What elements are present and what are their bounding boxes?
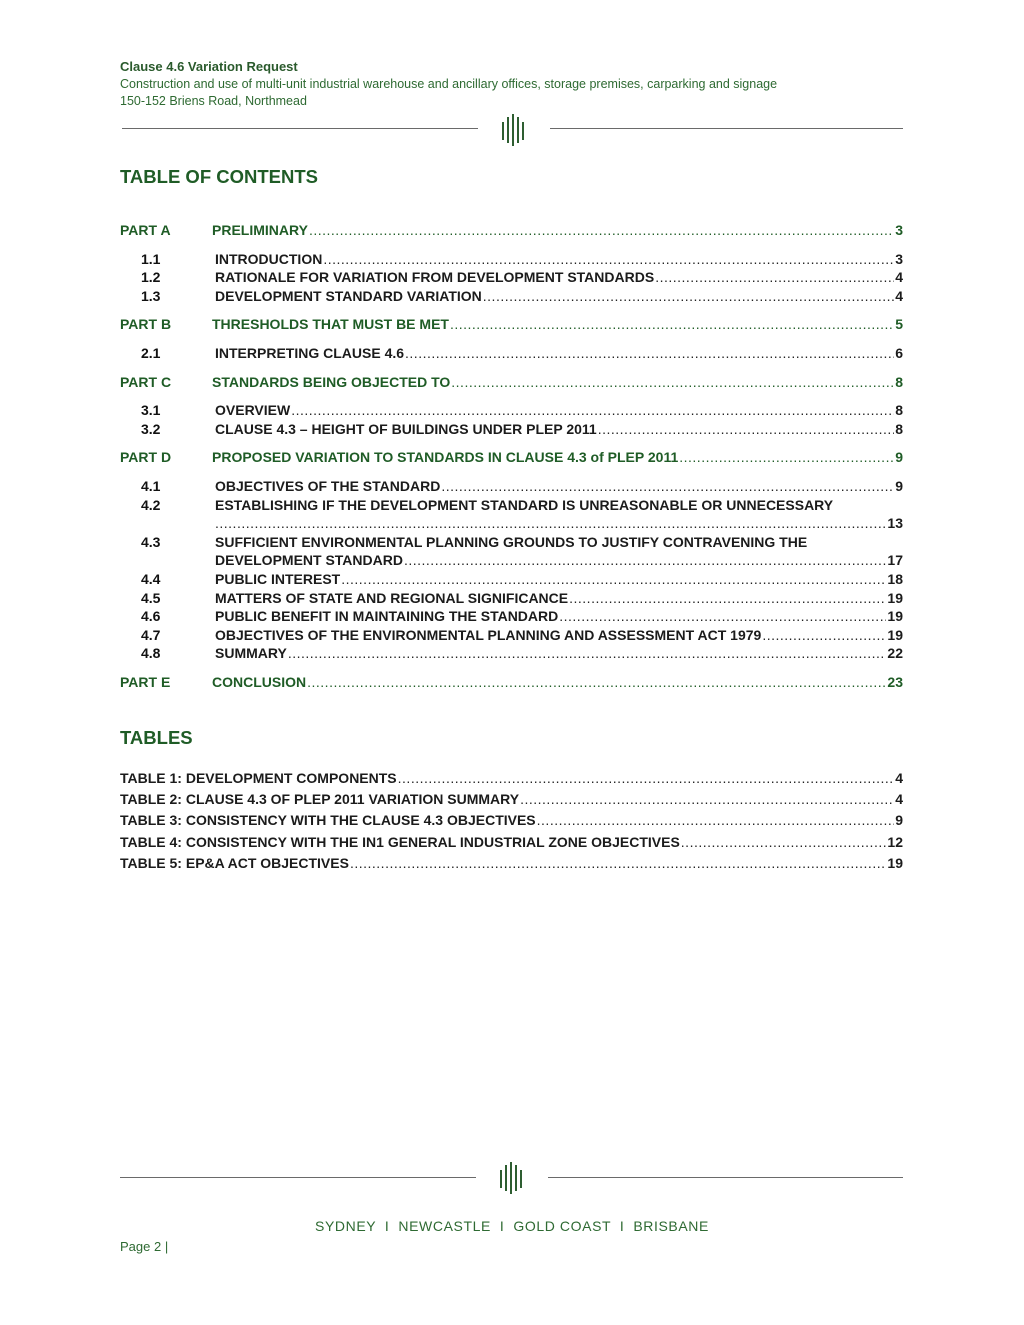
toc-part-e[interactable]: PART E CONCLUSION ..... 23 (120, 674, 903, 693)
toc-section-4-8[interactable]: 4.8 SUMMARY ..... 22 (120, 645, 903, 664)
toc-section-1-3[interactable]: 1.3 DEVELOPMENT STANDARD VARIATION ..... 4 (120, 288, 903, 307)
table-of-contents (120, 222, 903, 692)
table-list-item[interactable]: TABLE 1: DEVELOPMENT COMPONENTS ..... 4 (120, 770, 903, 791)
toc-heading: TABLE OF CONTENTS (120, 166, 319, 187)
toc-section-1-1[interactable]: 1.1 INTRODUCTION ..... 3 (120, 251, 903, 270)
header-title: Clause 4.6 Variation Request (120, 59, 298, 74)
toc-section-4-6[interactable]: 4.6 PUBLIC BENEFIT IN MAINTAINING THE STANDARD ..... 19 (120, 608, 903, 627)
footer-rule-left (120, 1177, 476, 1178)
footer-logo-icon (498, 1160, 524, 1194)
header-description: Construction and use of multi-unit industrial warehouse and ancillary offices, storage premises, carparking and signage (120, 77, 778, 91)
toc-section-3-2[interactable]: 3.2 CLAUSE 4.3 – HEIGHT OF BUILDINGS UNDER PLEP 2011 ..... 8 (120, 421, 903, 440)
table-list-item[interactable]: TABLE 2: CLAUSE 4.3 OF PLEP 2011 VARIATION SUMMARY ..... 4 (120, 791, 903, 812)
toc-part-b[interactable]: PART B THRESHOLDS THAT MUST BE MET ..... 5 (120, 316, 903, 335)
page-number: Page 2 | (120, 1239, 169, 1254)
toc-part-c[interactable]: PART C STANDARDS BEING OBJECTED TO ..... 8 (120, 374, 903, 393)
toc-part-a[interactable]: PART A PRELIMINARY ..... 3 (120, 222, 903, 241)
table-list-item[interactable]: TABLE 3: CONSISTENCY WITH THE CLAUSE 4.3 OBJECTIVES ..... 9 (120, 812, 903, 833)
header-address: 150-152 Briens Road, Northmead (120, 94, 307, 108)
toc-section-4-1[interactable]: 4.1 OBJECTIVES OF THE STANDARD ..... 9 (120, 478, 903, 497)
table-list-item[interactable]: TABLE 5: EP&A ACT OBJECTIVES ..... 19 (120, 855, 903, 876)
table-list-item[interactable]: TABLE 4: CONSISTENCY WITH THE IN1 GENERAL INDUSTRIAL ZONE OBJECTIVES ..... 12 (120, 834, 903, 855)
toc-section-3-1[interactable]: 3.1 OVERVIEW ..... 8 (120, 402, 903, 421)
toc-section-1-2[interactable]: 1.2 RATIONALE FOR VARIATION FROM DEVELOPMENT STANDARDS ..... 4 (120, 269, 903, 288)
header-rule-left (122, 128, 478, 129)
toc-section-4-4[interactable]: 4.4 PUBLIC INTEREST ..... 18 (120, 571, 903, 590)
toc-section-4-3[interactable]: 4.3 SUFFICIENT ENVIRONMENTAL PLANNING GROUNDS TO JUSTIFY CONTRAVENING THE DEVELOPMENT STANDARD ..... 17 (120, 534, 903, 571)
footer-office-locations: SYDNEY I NEWCASTLE I GOLD COAST I BRISBANE (315, 1218, 709, 1234)
toc-part-d[interactable]: PART D PROPOSED VARIATION TO STANDARDS IN CLAUSE 4.3 of PLEP 2011 ..... 9 (120, 449, 903, 468)
footer-rule-right (548, 1177, 903, 1178)
toc-section-4-5[interactable]: 4.5 MATTERS OF STATE AND REGIONAL SIGNIFICANCE ..... 19 (120, 590, 903, 609)
list-of-tables (120, 770, 903, 876)
toc-section-2-1[interactable]: 2.1 INTERPRETING CLAUSE 4.6 ..... 6 (120, 345, 903, 364)
toc-section-4-7[interactable]: 4.7 OBJECTIVES OF THE ENVIRONMENTAL PLANNING AND ASSESSMENT ACT 1979 ..... 19 (120, 627, 903, 646)
header-rule-right (550, 128, 903, 129)
brand-logo-icon (500, 112, 526, 146)
toc-section-4-2[interactable]: 4.2 ESTABLISHING IF THE DEVELOPMENT STANDARD IS UNREASONABLE OR UNNECESSARY ..... 13 (120, 497, 903, 534)
tables-heading: TABLES (120, 727, 193, 748)
document-header (120, 58, 920, 110)
